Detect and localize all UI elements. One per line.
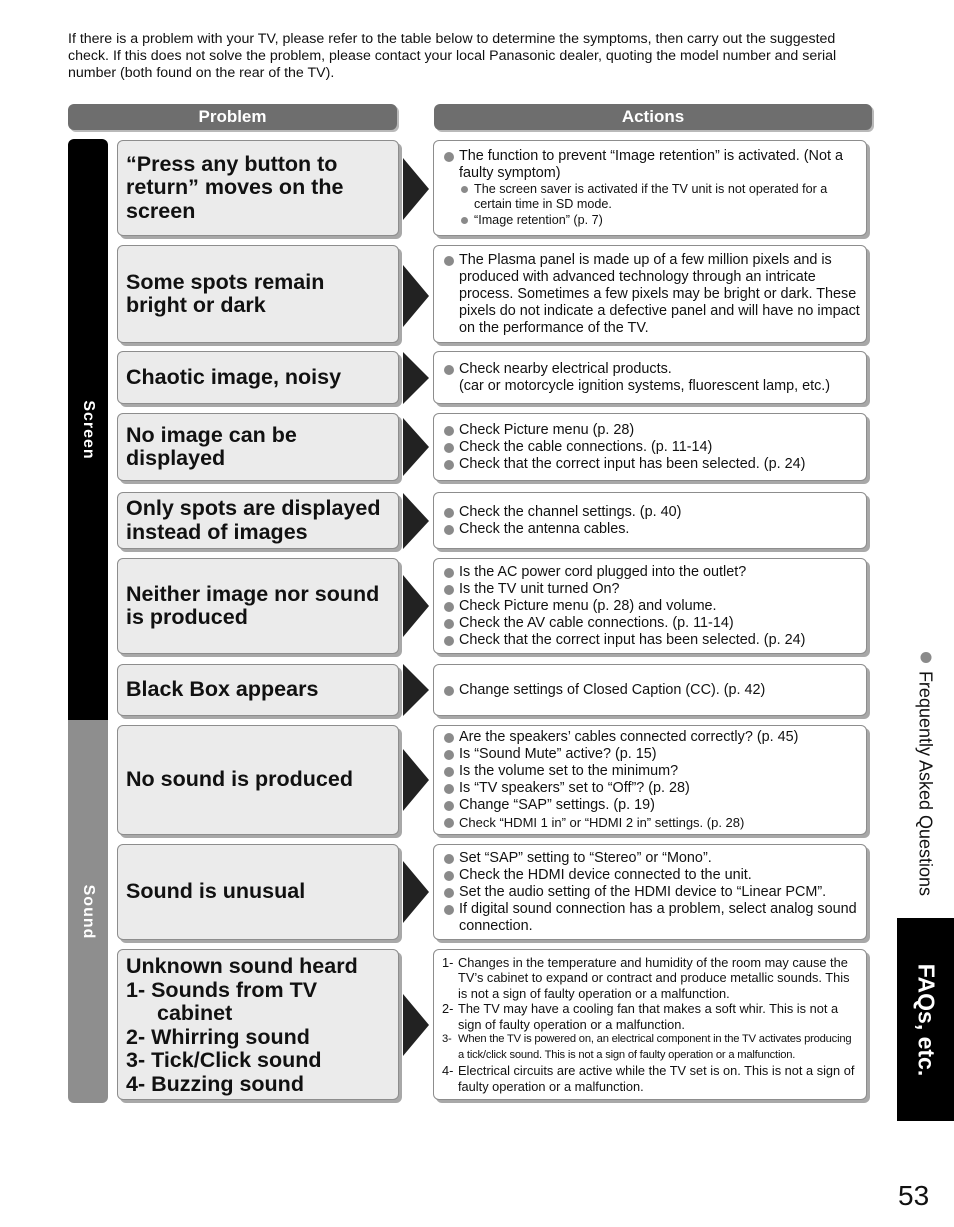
action-item: Change settings of Closed Caption (CC). (p. 42)	[443, 682, 860, 699]
action-item: Check the antenna cables.	[443, 521, 860, 538]
category-bar-screen	[68, 139, 108, 720]
action-item: Are the speakers’ cables connected correctly? (p. 45)	[443, 729, 860, 746]
action-cell	[433, 558, 867, 654]
action-cell	[433, 413, 867, 481]
problem-line: 4- Buzzing sound	[126, 1071, 304, 1096]
item-text: Electrical circuits are active while the TV set is on. This is not a sign of faulty operation or a malfunction.	[458, 1063, 855, 1094]
problem-cell: Chaotic image, noisy	[117, 351, 399, 404]
arrow-right-icon	[403, 265, 429, 327]
action-item: Check the AV cable connections. (p. 11-14)	[443, 615, 860, 632]
item-text: When the TV is powered on, an electrical component in the TV activates producing a tick/click sound. This is not a sign of faulty operation or a malfunction.	[458, 1033, 852, 1061]
problem-cell: “Press any button to return” moves on the screen	[117, 140, 399, 236]
action-cell	[433, 844, 867, 940]
action-item: Check that the correct input has been selected. (p. 24)	[443, 456, 860, 473]
item-number: 3-	[442, 1033, 452, 1046]
action-text: (car or motorcycle ignition systems, fluorescent lamp, etc.)	[459, 377, 831, 394]
item-text: The TV may have a cooling fan that makes a soft whir. This is not a sign of faulty operation or a malfunction.	[458, 1001, 839, 1032]
item-number: 2-	[442, 1001, 454, 1017]
action-item: Is “Sound Mute” active? (p. 15)	[443, 746, 860, 763]
action-item: Change “SAP” settings. (p. 19)	[443, 797, 860, 814]
action-item: Is the AC power cord plugged into the outlet?	[443, 564, 860, 581]
actions-header: Actions	[434, 104, 872, 130]
action-cell	[433, 245, 867, 343]
action-cell	[433, 664, 867, 716]
item-number: 1-	[442, 954, 454, 970]
numbered-item	[442, 1063, 860, 1094]
arrow-right-icon	[403, 493, 429, 549]
numbered-item	[442, 1032, 860, 1063]
problem-line: 3- Tick/Click sound	[126, 1048, 322, 1072]
problem-cell: No sound is produced	[117, 725, 399, 835]
category-bar-sound	[68, 720, 108, 1103]
action-item: If digital sound connection has a problem, select analog sound connection.	[443, 901, 860, 935]
problem-cell: Some spots remain bright or dark	[117, 245, 399, 343]
arrow-right-icon	[403, 575, 429, 637]
action-subitem: “Image retention” (p. 7)	[443, 213, 860, 229]
action-item: Is “TV speakers” set to “Off”? (p. 28)	[443, 780, 860, 797]
side-tab-label: Frequently Asked Questions	[915, 670, 936, 896]
action-cell	[433, 725, 867, 835]
problem-cell: No image can be displayed	[117, 413, 399, 481]
action-item: Check the HDMI device connected to the unit.	[443, 867, 860, 884]
action-item: Set the audio setting of the HDMI device to “Linear PCM”.	[443, 884, 860, 901]
item-number: 4-	[442, 1063, 454, 1079]
problem-header: Problem	[68, 104, 397, 130]
action-subitem: The screen saver is activated if the TV unit is not operated for a certain time in SD mode.	[443, 182, 860, 213]
action-cell	[433, 949, 867, 1100]
bullet-icon	[921, 651, 932, 662]
action-item: Set “SAP” setting to “Stereo” or “Mono”.	[443, 850, 860, 867]
action-item: The function to prevent “Image retention” is activated. (Not a faulty symptom)	[443, 148, 860, 182]
action-item: Check “HDMI 1 in” or “HDMI 2 in” settings. (p. 28)	[443, 814, 860, 831]
arrow-right-icon	[403, 418, 429, 476]
numbered-item	[442, 1001, 860, 1032]
problem-cell: Black Box appears	[117, 664, 399, 716]
section-tab-label: FAQs, etc.	[913, 963, 939, 1076]
arrow-right-icon	[403, 994, 429, 1056]
arrow-right-icon	[403, 158, 429, 220]
arrow-right-icon	[403, 352, 429, 404]
action-item: Is the TV unit turned On?	[443, 581, 860, 598]
arrow-right-icon	[403, 749, 429, 811]
side-tab-faq[interactable]	[905, 636, 945, 911]
problem-cell	[117, 949, 399, 1100]
category-label-sound: Sound	[80, 884, 97, 939]
problem-line: 1- Sounds from TV cabinet	[126, 977, 318, 1025]
problem-line: Unknown sound heard	[126, 954, 358, 978]
arrow-right-icon	[403, 664, 429, 716]
page-number: 53	[898, 1180, 930, 1211]
action-item: The Plasma panel is made up of a few million pixels and is produced with advanced technology through an intricate process. Sometimes a few pixels may be bright or dark. These pixels do not indicate a defective panel and will have no impact on the performance of the TV.	[443, 252, 860, 337]
action-cell	[433, 492, 867, 549]
action-item: Check the channel settings. (p. 40)	[443, 504, 860, 521]
action-item: Check the cable connections. (p. 11-14)	[443, 439, 860, 456]
problem-cell: Sound is unusual	[117, 844, 399, 940]
action-cell	[433, 351, 867, 404]
action-item	[443, 361, 860, 395]
problem-cell: Neither image nor sound is produced	[117, 558, 399, 654]
intro-paragraph: If there is a problem with your TV, please refer to the table below to determine the symptoms, then carry out the suggested check. If this does not solve the problem, please contact your local Panasonic dealer, quoting the model number and serial number (both found on the rear of the TV).	[68, 31, 837, 81]
action-item: Check that the correct input has been selected. (p. 24)	[443, 632, 860, 649]
item-text: Changes in the temperature and humidity of the room may cause the TV’s cabinet to expand or contract and produce metallic sounds. This is not a sign of faulty operation or a malfunction.	[458, 954, 850, 1001]
action-item: Check Picture menu (p. 28) and volume.	[443, 598, 860, 615]
category-label-screen: Screen	[80, 399, 97, 460]
problem-cell: Only spots are displayed instead of images	[117, 492, 399, 549]
numbered-item	[442, 955, 860, 1002]
arrow-right-icon	[403, 861, 429, 923]
action-item: Check Picture menu (p. 28)	[443, 422, 860, 439]
action-cell	[433, 140, 867, 236]
section-tab-faqs[interactable]	[897, 918, 954, 1121]
action-text: Check nearby electrical products.	[459, 360, 672, 377]
problem-line: 2- Whirring sound	[126, 1024, 310, 1049]
action-item: Is the volume set to the minimum?	[443, 763, 860, 780]
